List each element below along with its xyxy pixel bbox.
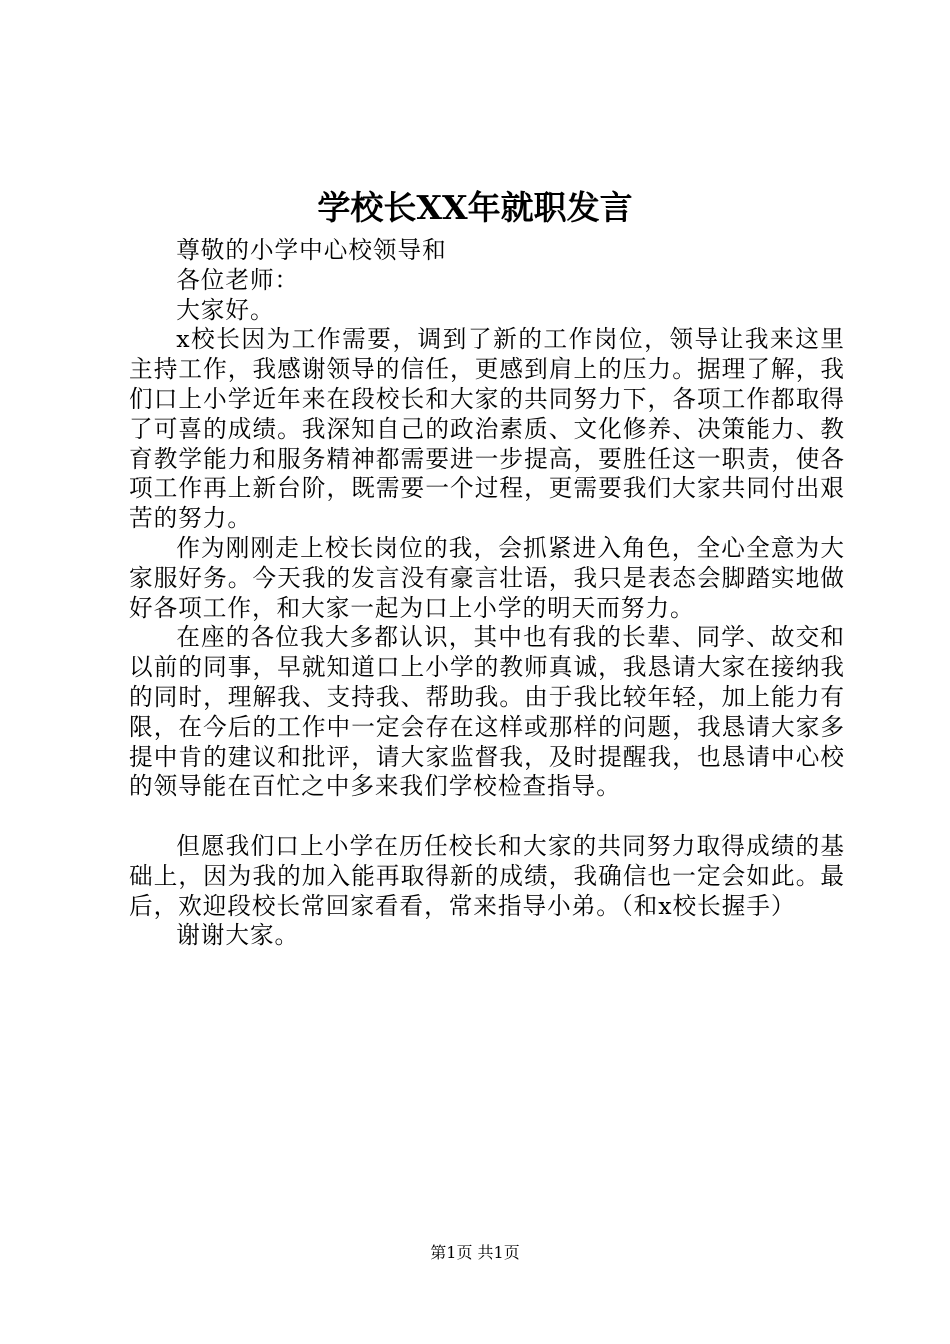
greeting: 大家好。 [176, 295, 275, 324]
closing: 谢谢大家。 [176, 921, 300, 950]
salutation-line-2: 各位老师： [176, 265, 300, 294]
paragraph-3: 在座的各位我大多都认识，其中也有我的长辈、同学、故交和以前的同事，早就知道口上小学的教师真诚，我恳请大家在接纳我的同时，理解我、支持我、帮助我。由于我比较年轻，加上能力有限，在今后的工作中一定会存在这样或那样的问题，我恳请大家多提中肯的建议和批评，请大家监督我，及时提醒我，也恳请中心校的领导能在百忙之中多来我们学校检查指导。 [129, 623, 845, 801]
document-body [129, 236, 845, 951]
page-footer: 第1页 共1页 [430, 1243, 520, 1262]
document-title: 学校长XX年就职发言 [317, 188, 633, 227]
paragraph-2: 作为刚刚走上校长岗位的我，会抓紧进入角色，全心全意为大家服好务。今天我的发言没有豪言壮语，我只是表态会脚踏实地做好各项工作，和大家一起为口上小学的明天而努力。 [129, 533, 845, 622]
paragraph-1: x校长因为工作需要，调到了新的工作岗位，领导让我来这里主持工作，我感谢领导的信任，更感到肩上的压力。据理了解，我们口上小学近年来在段校长和大家的共同努力下，各项工作都取得了可喜的成绩。我深知自己的政治素质、文化修养、决策能力、教育教学能力和服务精神都需要进一步提高，要胜任这一职责，使各项工作再上新台阶，既需要一个过程，更需要我们大家共同付出艰苦的努力。 [129, 325, 845, 533]
paragraph-4: 但愿我们口上小学在历任校长和大家的共同努力取得成绩的基础上，因为我的加入能再取得新的成绩，我确信也一定会如此。最后，欢迎段校长常回家看看，常来指导小弟。（和x校长握手） [129, 831, 845, 920]
salutation-line-1: 尊敬的小学中心校领导和 [176, 236, 447, 264]
